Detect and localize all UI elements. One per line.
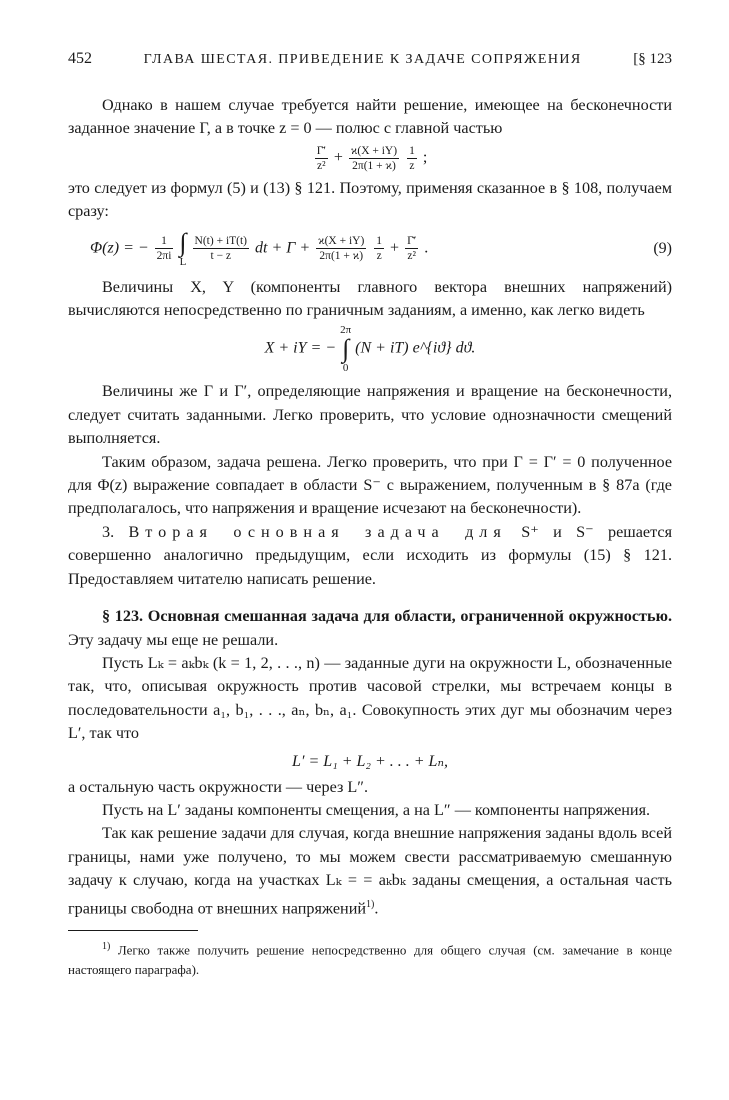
lhs: X + iY = − [264,340,337,358]
integral-upper-limit: 2π [340,324,352,337]
integral-lower-limit: 0 [342,362,349,375]
numerator: ϰ(X + iY) [318,235,365,248]
footnote-mark: 1) [102,941,111,953]
punctuation: . [424,239,429,257]
section-heading-paragraph [68,605,672,652]
paragraph-4: Величины же Γ и Γ′, определяющие напряжения и вращение на бесконечности, следует считать заданными. Легко проверить, что условие однозначности смещений выполняется. [68,382,672,448]
denominator: z² [317,159,326,172]
fraction [155,234,174,263]
numerator: Γ̄′ [407,235,417,248]
paragraph-1: Однако в нашем случае требуется найти решение, имеющее на бесконечности заданное значение Γ, а в точке z = 0 — полюс с главной частью [68,96,672,138]
footnote-rule [68,930,198,931]
middle-terms: dt + Γ + [255,239,311,257]
denominator: z [409,159,415,172]
denominator: 2πi [156,250,172,263]
section-ref: [§ 123 [633,51,672,67]
denominator: t − z [210,250,232,263]
paragraph-11-text: Так как решение задачи для случая, когда внешние напряжения заданы вдоль всей границы, нами уже получено, то мы можем свести рассматриваемую смешанную задачу к случаю, когда на участках Lₖ = = aₖbₖ заданы смещения, а остальная часть границы свободна от внешних напряжений [68,824,672,917]
paragraph-9: а остальную часть окружности — через L″. [68,777,369,796]
rhs: (N + iT) e^{iϑ} dϑ. [355,340,476,358]
paragraph-6-text: S⁺ и S⁻ решается совершенно аналогично предыдущим, если исходить из формулы (15) § 121. Предоставляем читателю написать решение. [68,522,673,588]
item-number: 3. [102,522,115,541]
paragraph-3: Величины X, Y (компоненты главного вектора внешних напряжений) вычисляются непосредственно по граничным заданиям, а именно, как легко видеть [68,277,672,320]
spaced-heading: Вторая основная задача для [128,522,507,541]
numerator: ϰ(X + iY) [350,144,398,157]
paragraph-11 [68,822,672,920]
page [68,50,672,979]
operator: + [333,148,343,166]
operator: + [390,239,400,257]
fraction [315,144,328,173]
paragraph-2: это следует из формул (5) и (13) § 121. Поэтому, применяя сказанное в § 108, получаем сразу: [68,178,672,221]
page-number: 452 [68,50,92,67]
equation-9 [68,227,672,268]
integral-lower-limit: L [179,255,187,268]
integral-symbol: ∫ [342,334,350,364]
denominator: z [376,250,382,263]
numerator: N(t) + iT(t) [194,235,248,248]
lhs: Φ(z) = − [90,239,149,257]
footnote-reference: 1) [366,898,375,910]
equation-number: (9) [653,239,672,257]
integral-sign [179,227,187,268]
integral-symbol: ∫ [179,227,187,257]
section-intro: Эту задачу мы еще не решали. [68,630,279,649]
fraction [193,234,249,263]
running-header [68,50,672,78]
running-title: ГЛАВА ШЕСТАЯ. ПРИВЕДЕНИЕ К ЗАДАЧЕ СОПРЯЖЕНИЯ [143,52,582,67]
punctuation: . [374,898,379,917]
paragraph-8: Пусть Lₖ = aₖbₖ (k = 1, 2, . . ., n) — заданные дуги на окружности L, обозначенные так, что, описывая окружность против часовой стрелки, мы встречаем концы в последовательности a₁, b₁, . . ., aₙ, bₙ, a₁. Совокупность этих дуг мы обозначим через L′, так что [68,653,672,743]
paragraph-6 [68,521,672,591]
numerator: 1 [409,144,415,157]
punctuation: ; [422,148,428,166]
fraction [349,144,399,173]
fraction [405,234,418,263]
paragraph-10: Пусть на L′ заданы компоненты смещения, а на L″ — компоненты напряжения. [102,800,651,819]
denominator: 2π(1 + ϰ) [319,250,364,263]
footnote [68,937,672,978]
numerator: 1 [155,234,174,249]
denominator: 2π(1 + ϰ) [352,159,396,172]
integral-sign [340,324,351,374]
fraction [407,144,417,173]
section-heading: § 123. Основная смешанная задача для области, ограниченной окружностью. [102,607,672,626]
denominator: z² [407,250,416,263]
footnote-text: Легко также получить решение непосредственно для общего случая (см. замечание в конце настоящего параграфа). [68,942,672,977]
equation-resultant-vector [68,324,672,374]
paragraph-5: Таким образом, задача решена. Легко проверить, что при Γ = Γ′ = 0 полученное для Φ(z) выражение совпадает в области S⁻ с выражением, полученным в § 87а (где предполагалось, что напряжения и вращение исчезают на бесконечности). [68,452,672,518]
equation-principal-part [68,144,672,173]
fraction [316,234,366,263]
numerator: Γ̄′ [316,144,326,157]
numerator: 1 [376,235,383,248]
fraction [374,234,384,263]
equation-arcs-union: L′ = L₁ + L₂ + . . . + Lₙ, [292,752,448,770]
